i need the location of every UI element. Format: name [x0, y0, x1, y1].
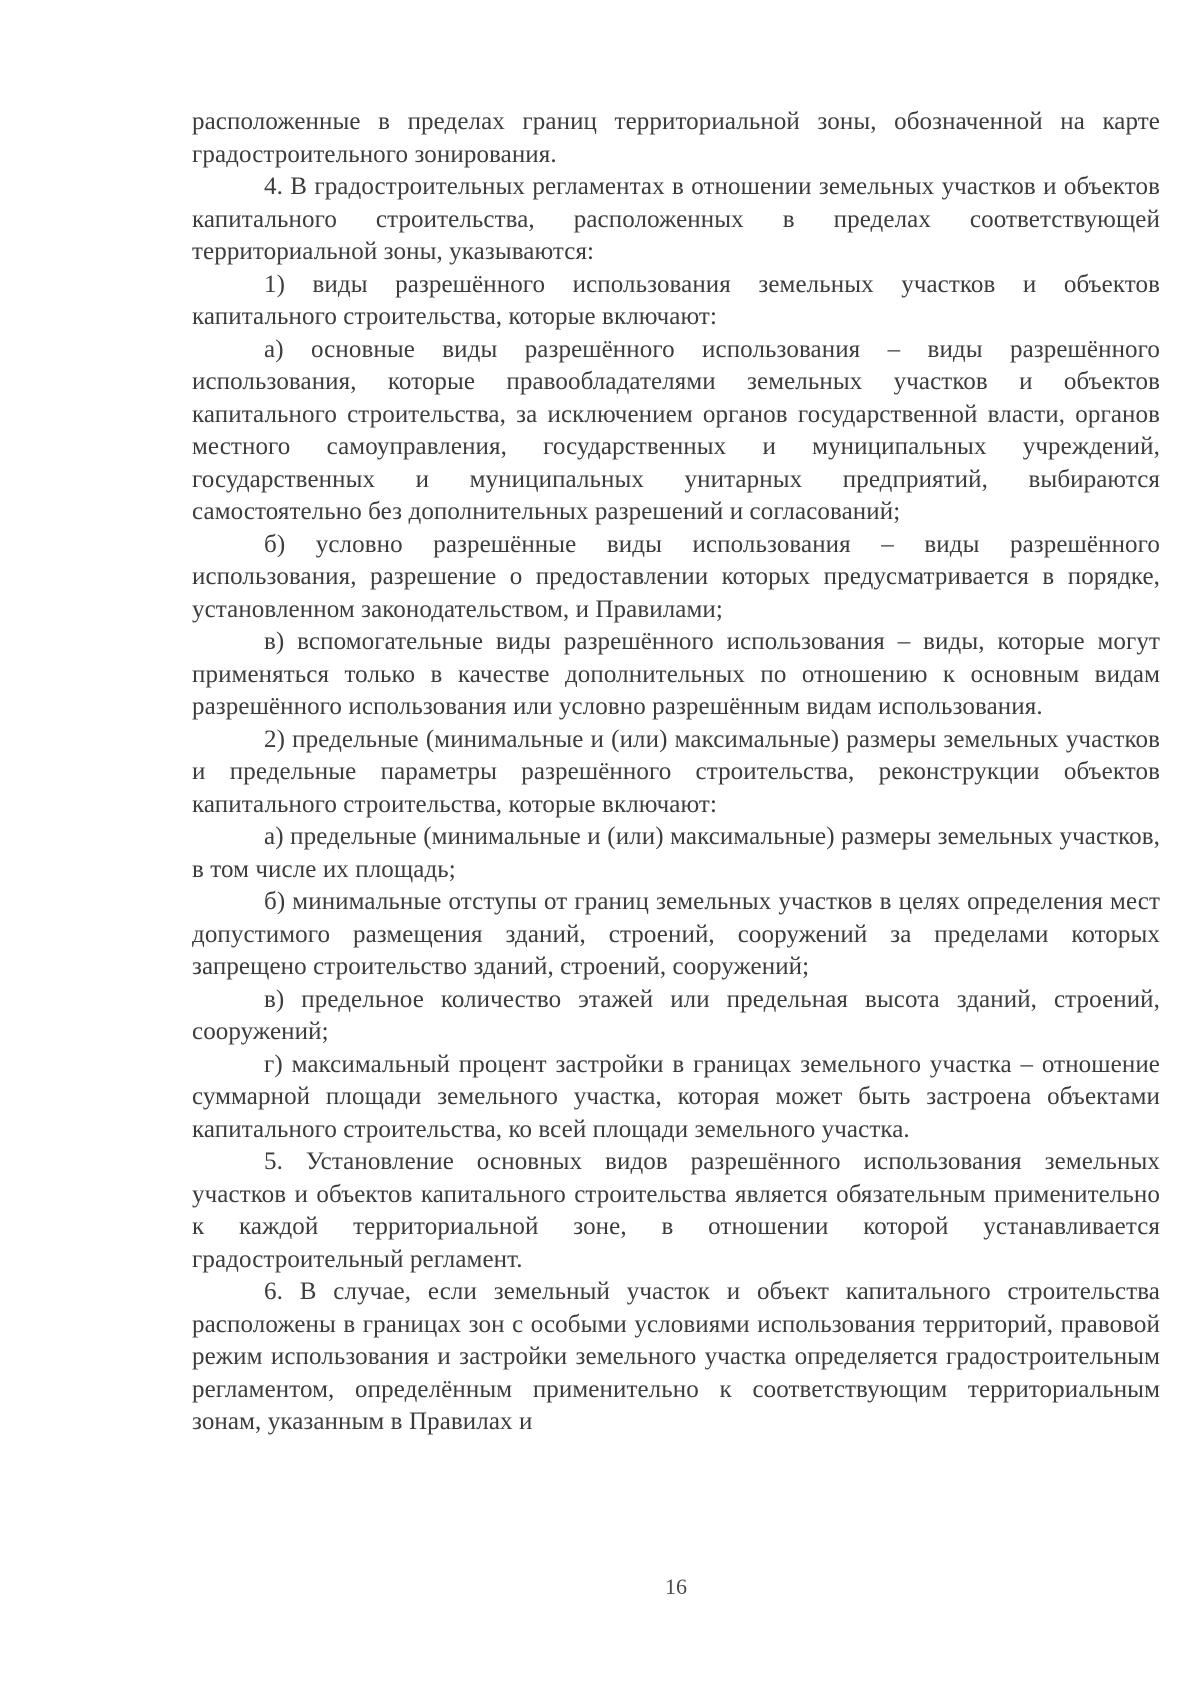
paragraph-item-4: 4. В градостроительных регламентах в отношении земельных участков и объектов капитального строительства, расположенных в пределах соответствующей территориальной зоны, указываются: [192, 173, 1160, 265]
paragraph-continuation: расположенные в пределах границ территориальной зоны, обозначенной на карте градостроительного зонирования. [192, 108, 1160, 168]
paragraph-item-4-2-g: г) максимальный процент застройки в границах земельного участка – отношение суммарной площади земельного участка, которая может быть застроена объектами капитального строительства, ко всей площади земельного участка. [192, 1050, 1160, 1143]
paragraph-item-4-1-b: б) условно разрешённые виды использования – виды разрешённого использования, разрешение о предоставлении которых предусматривается в порядке, установленном законодательством, и Правилами; [192, 530, 1160, 623]
page-number: 16 [665, 1574, 687, 1599]
paragraph-item-5: 5. Установление основных видов разрешённого использования земельных участков и объектов капитального строительства является обязательным применительно к каждой территориальной зоне, в отношении которой устанавливается градостроительный регламент. [192, 1148, 1160, 1273]
paragraph-item-4-2-a: а) предельные (минимальные и (или) максимальные) размеры земельных участков, в том числе их площадь; [192, 823, 1160, 883]
paragraph-item-4-2-v: в) предельное количество этажей или предельная высота зданий, строений, сооружений; [192, 985, 1160, 1045]
document-body [192, 106, 1160, 1439]
paragraph-item-4-1-v: в) вспомогательные виды разрешённого использования – виды, которые могут применяться только в качестве дополнительных по отношению к основным видам разрешённого использования или условно разрешённым видам использования. [192, 628, 1160, 720]
paragraph-item-4-2: 2) предельные (минимальные и (или) максимальные) размеры земельных участков и предельные параметры разрешённого строительства, реконструкции объектов капитального строительства, которые включают: [192, 725, 1160, 818]
paragraph-item-4-1: 1) виды разрешённого использования земельных участков и объектов капитального строительства, которые включают: [192, 270, 1160, 330]
paragraph-item-4-2-b: б) минимальные отступы от границ земельных участков в целях определения мест допустимого размещения зданий, строений, сооружений за пределами которых запрещено строительство зданий, строений, сооружений; [192, 888, 1160, 980]
paragraph-item-6: 6. В случае, если земельный участок и объект капитального строительства расположены в границах зон с особыми условиями использования территорий, правовой режим использования и застройки земельного участка определяется градостроительным регламентом, определённым применительно к соответствующим территориальным зонам, указанным в Правилах и [192, 1278, 1160, 1435]
paragraph-item-4-1-a: а) основные виды разрешённого использования – виды разрешённого использования, которые правообладателями земельных участков и объектов капитального строительства, за исключением органов государственной власти, органов местного самоуправления, государственных и муниципальных учреждений, государственных и муниципальных унитарных предприятий, выбираются самостоятельно без дополнительных разрешений и согласований; [192, 335, 1160, 525]
